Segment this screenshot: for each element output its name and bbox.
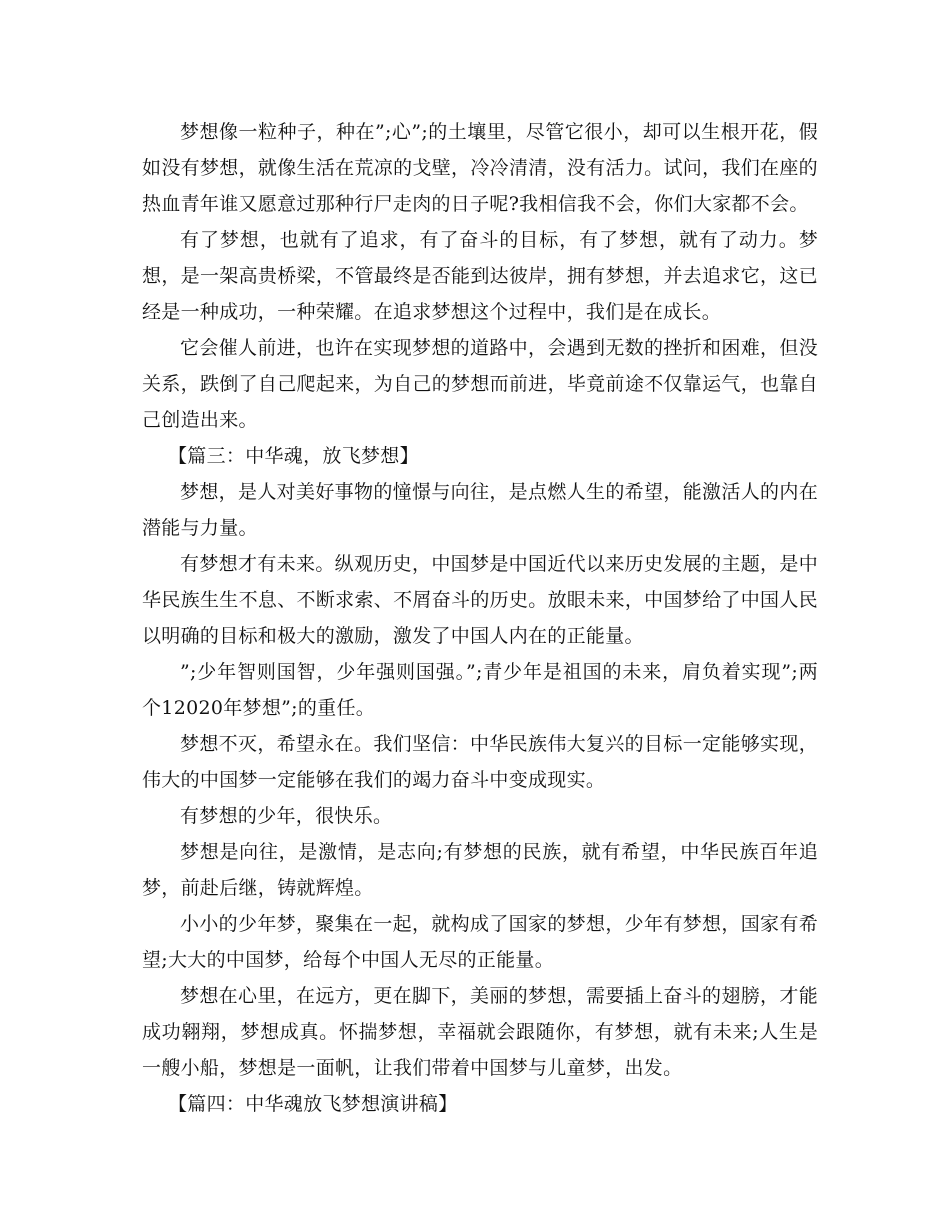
paragraph: 有了梦想，也就有了追求，有了奋斗的目标，有了梦想，就有了动力。梦想，是一架高贵桥梁，不管最终是否能到达彼岸，拥有梦想，并去追求它，这已经是一种成功，一种荣耀。在追求梦想这个过程中，我们是在成长。 — [142, 229, 818, 323]
section-heading-4: 【篇四：中华魂放飞梦想演讲稿】 — [168, 1093, 458, 1115]
paragraph: 梦想在心里，在远方，更在脚下，美丽的梦想，需要插上奋斗的翅膀，才能成功翱翔，梦想成真。怀揣梦想，幸福就会跟随你，有梦想，就有未来;人生是一艘小船，梦想是一面帆，让我们带着中国梦与儿童梦，出发。 — [142, 985, 818, 1079]
paragraph: 小小的少年梦，聚集在一起，就构成了国家的梦想，少年有梦想，国家有希望;大大的中国梦，给每个中国人无尽的正能量。 — [142, 913, 818, 971]
paragraph: 有梦想的少年，很快乐。 — [180, 805, 393, 827]
paragraph: 梦想不灭，希望永在。我们坚信：中华民族伟大复兴的目标一定能够实现，伟大的中国梦一定能够在我们的竭力奋斗中变成现实。 — [142, 733, 818, 791]
paragraph: ”;少年智则国智，少年强则国强。”;青少年是祖国的未来，肩负着实现”;两个12020年梦想”;的重任。 — [142, 661, 818, 719]
document-body — [142, 114, 818, 1122]
section-heading-3: 【篇三：中华魂，放飞梦想】 — [168, 445, 419, 467]
paragraph: 梦想是向往，是激情，是志向;有梦想的民族，就有希望，中华民族百年追梦，前赴后继，铸就辉煌。 — [142, 841, 818, 899]
paragraph: 梦想像一粒种子，种在”;心”;的土壤里，尽管它很小，却可以生根开花，假如没有梦想，就像生活在荒凉的戈壁，冷冷清清，没有活力。试问，我们在座的热血青年谁又愿意过那种行尸走肉的日子呢?我相信我不会，你们大家都不会。 — [142, 121, 818, 215]
paragraph: 梦想，是人对美好事物的憧憬与向往，是点燃人生的希望，能激活人的内在潜能与力量。 — [142, 481, 818, 539]
paragraph: 有梦想才有未来。纵观历史，中国梦是中国近代以来历史发展的主题，是中华民族生生不息、不断求索、不屑奋斗的历史。放眼未来，中国梦给了中国人民以明确的目标和极大的激励，激发了中国人内在的正能量。 — [142, 553, 818, 647]
paragraph: 它会催人前进，也许在实现梦想的道路中，会遇到无数的挫折和困难，但没关系，跌倒了自己爬起来，为自己的梦想而前进，毕竟前途不仅靠运气，也靠自己创造出来。 — [142, 337, 818, 431]
